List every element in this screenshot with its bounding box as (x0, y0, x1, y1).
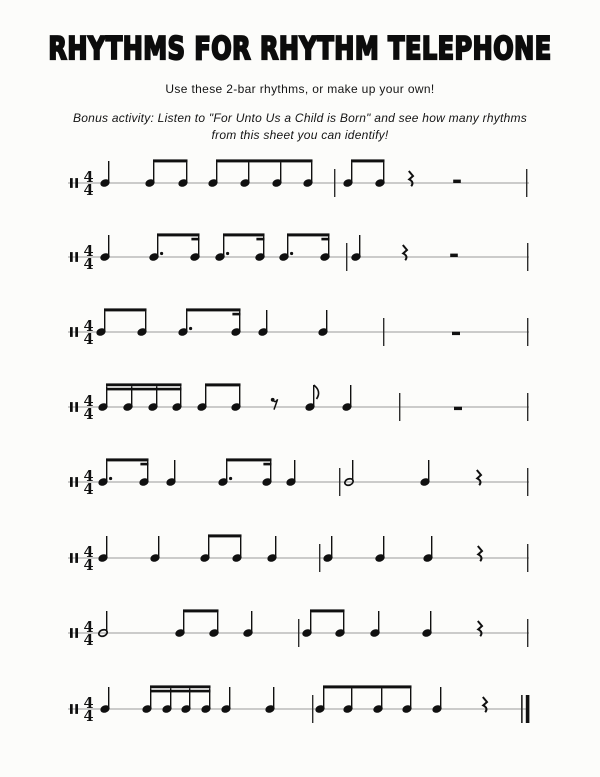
time-signature (83, 544, 93, 574)
end-barline (527, 619, 528, 647)
quarter-note (286, 460, 296, 486)
eighth-rest (271, 398, 278, 410)
quarter-note (100, 161, 110, 187)
rhythm-staff-4 (0, 370, 600, 428)
barline (399, 393, 400, 421)
whole-rest (452, 332, 460, 335)
rhythm-staff-5 (0, 445, 600, 503)
svg-text:4: 4 (83, 406, 94, 424)
quarter-note (166, 460, 176, 486)
time-signature (83, 393, 93, 423)
half-rest (453, 180, 461, 183)
quarter-note (100, 687, 110, 713)
quarter-note (375, 536, 385, 562)
quarter-note (318, 310, 328, 336)
end-barline (527, 243, 528, 271)
svg-text:4: 4 (83, 632, 94, 650)
end-barline (527, 393, 528, 421)
quarter-note (258, 310, 268, 336)
barline (339, 468, 340, 496)
svg-text:4: 4 (83, 393, 94, 411)
quarter-note (98, 536, 108, 562)
svg-text:4: 4 (83, 481, 94, 499)
barline (383, 318, 384, 346)
quarter-note (420, 460, 430, 486)
end-barline (526, 169, 527, 197)
barline (298, 619, 299, 647)
barline (334, 169, 335, 197)
time-signature (83, 243, 93, 273)
rhythm-staff-1 (0, 146, 600, 204)
svg-text:4: 4 (83, 169, 94, 187)
bonus-line-1: Bonus activity: Listen to "For Unto Us a Child is Born" and see how many rhythms (72, 111, 528, 125)
barline (319, 544, 320, 572)
quarter-note (423, 536, 433, 562)
half-rest (450, 254, 458, 257)
bonus-line-2: from this sheet you can identify! (211, 128, 389, 142)
whole-rest (454, 407, 462, 410)
end-barline (527, 468, 528, 496)
quarter-rest (478, 621, 482, 636)
bonus-activity-text (0, 110, 600, 144)
time-signature (83, 619, 93, 649)
time-signature (83, 468, 93, 498)
rhythm-staff-7 (0, 596, 600, 654)
quarter-note (370, 611, 380, 637)
barline (346, 243, 347, 271)
time-signature (83, 318, 93, 348)
quarter-note (323, 536, 333, 562)
quarter-note (243, 611, 253, 637)
quarter-note (265, 687, 275, 713)
quarter-rest (403, 245, 407, 260)
svg-text:4: 4 (83, 256, 94, 274)
quarter-rest (477, 470, 481, 485)
subtitle-text: Use these 2-bar rhythms, or make up your own! (165, 82, 435, 96)
time-signature (83, 169, 93, 199)
rhythm-staff-2 (0, 220, 600, 278)
svg-text:4: 4 (83, 468, 94, 486)
svg-text:4: 4 (83, 695, 94, 713)
quarter-rest (483, 697, 487, 712)
rhythm-staff-3 (0, 295, 600, 353)
quarter-rest (478, 546, 482, 561)
barline (312, 695, 313, 723)
end-barline (527, 544, 528, 572)
quarter-note (422, 611, 432, 637)
quarter-note (267, 536, 277, 562)
svg-text:4: 4 (83, 619, 94, 637)
svg-text:4: 4 (83, 557, 94, 575)
quarter-note (100, 235, 110, 261)
quarter-note (351, 235, 361, 261)
svg-text:4: 4 (83, 544, 94, 562)
svg-text:4: 4 (83, 318, 94, 336)
svg-text:4: 4 (83, 182, 94, 200)
time-signature (83, 695, 93, 725)
quarter-note (432, 687, 442, 713)
end-barline (527, 318, 528, 346)
svg-text:4: 4 (83, 331, 94, 349)
quarter-rest (409, 171, 413, 186)
svg-text:4: 4 (83, 243, 94, 261)
quarter-note (221, 687, 231, 713)
svg-text:4: 4 (83, 708, 94, 726)
rhythm-staff-6 (0, 521, 600, 579)
quarter-note (150, 536, 160, 562)
rhythm-staff-8 (0, 672, 600, 730)
page-title: RHYTHMS FOR RHYTHM TELEPHONE (48, 31, 552, 67)
quarter-note (342, 385, 352, 411)
